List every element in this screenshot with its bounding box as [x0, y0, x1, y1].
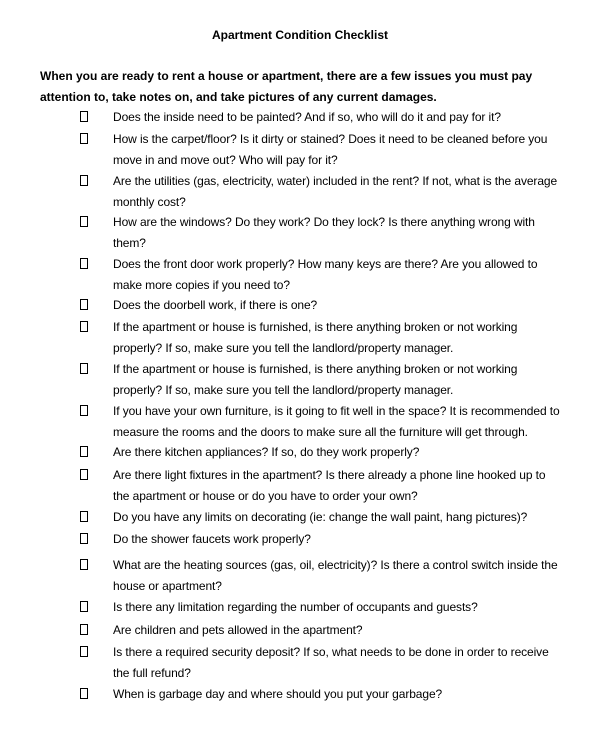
empty-checkbox-icon: [80, 405, 88, 416]
empty-checkbox-icon: [80, 446, 88, 457]
intro-paragraph: When you are ready to rent a house or apartment, there are a few issues you must pay attention to, take notes on, and take pictures of any current damages.: [40, 69, 533, 104]
checklist-item-text: If the apartment or house is furnished, is there anything broken or not working properly? If so, make sure you tell the landlord/property manager.: [113, 362, 518, 397]
empty-checkbox-icon: [80, 624, 88, 635]
empty-checkbox-icon: [80, 258, 88, 269]
checklist-item-text: Do you have any limits on decorating (ie: change the wall paint, hang pictures)?: [113, 510, 528, 524]
checklist-item-text: Do the shower faucets work properly?: [113, 532, 311, 546]
empty-checkbox-icon: [80, 511, 88, 522]
checklist-item-text: How are the windows? Do they work? Do they lock? Is there anything wrong with them?: [113, 215, 535, 250]
checklist-item-text: How is the carpet/floor? Is it dirty or stained? Does it need to be cleaned before you move in and move out? Who will pay for it?: [113, 132, 548, 167]
checklist-item-text: Does the inside need to be painted? And if so, who will do it and pay for it?: [113, 110, 501, 124]
page-title: Apartment Condition Checklist: [211, 28, 388, 42]
checklist-item-text: Are children and pets allowed in the apartment?: [113, 623, 363, 637]
empty-checkbox-icon: [80, 688, 88, 699]
empty-checkbox-icon: [80, 646, 88, 657]
empty-checkbox-icon: [80, 299, 88, 310]
empty-checkbox-icon: [80, 111, 88, 122]
checklist-item-text: When is garbage day and where should you put your garbage?: [113, 687, 443, 701]
checklist-item-text: Does the doorbell work, if there is one?: [113, 298, 318, 312]
checklist-item-text: What are the heating sources (gas, oil, electricity)? Is there a control switch inside the house or apartment?: [113, 558, 558, 593]
checklist-item-text: Are there light fixtures in the apartment? Is there already a phone line hooked up to the apartment or house or do you have to order your own?: [113, 468, 546, 503]
empty-checkbox-icon: [80, 216, 88, 227]
checklist-item-text: Are the utilities (gas, electricity, water) included in the rent? If not, what is the average monthly cost?: [113, 174, 558, 209]
checklist-item-text: Is there a required security deposit? If so, what needs to be done in order to receive the full refund?: [113, 645, 549, 680]
checklist-item-text: Does the front door work properly? How many keys are there? Are you allowed to make more copies if you need to?: [113, 257, 538, 292]
empty-checkbox-icon: [80, 133, 88, 144]
checklist-item-text: If you have your own furniture, is it going to fit well in the space? It is recommended to measure the rooms and the doors to make sure all the furniture will get through.: [113, 404, 560, 439]
empty-checkbox-icon: [80, 321, 88, 332]
checklist-item-text: Is there any limitation regarding the number of occupants and guests?: [113, 600, 478, 614]
empty-checkbox-icon: [80, 469, 88, 480]
checklist-item-text: Are there kitchen appliances? If so, do they work properly?: [113, 445, 420, 459]
empty-checkbox-icon: [80, 363, 88, 374]
empty-checkbox-icon: [80, 601, 88, 612]
empty-checkbox-icon: [80, 533, 88, 544]
empty-checkbox-icon: [80, 559, 88, 570]
empty-checkbox-icon: [80, 175, 88, 186]
checklist-item-text: If the apartment or house is furnished, is there anything broken or not working properly? If so, make sure you tell the landlord/property manager.: [113, 320, 518, 355]
